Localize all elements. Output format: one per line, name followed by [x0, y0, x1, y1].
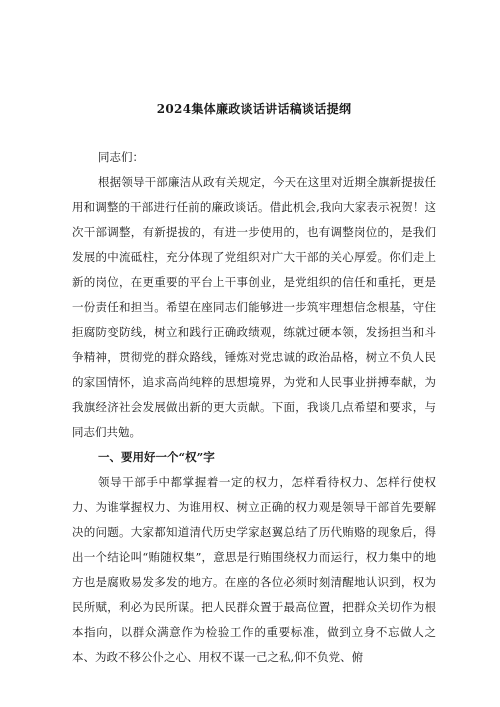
document-title: 2024集体廉政谈话讲话稿谈话提纲	[156, 102, 352, 116]
paragraph-intro: 根据领导干部廉洁从政有关规定，今天在这里对近期全旗新提拔任用和调整的干部进行任前的廉政谈话。借此机会,我向大家表示祝贺！这次干部调整，有新提拔的，有进一步使用的，也有调整岗位的，是我们发展的中流砥柱，充分体现了党组织对广大干部的关心厚爱。你们走上新的岗位，在更重要的平台上干事创业，是党组织的信任和重托，更是一份责任和担当。希望在座同志们能够进一步筑牢理想信念根基，守住拒腐防变防线，树立和践行正确政绩观，练就过硬本领，发扬担当和斗争精神，贯彻党的群众路线，锤炼对党忠诚的政治品格，树立不负人民的家国情怀，追求高尚纯粹的思想境界，为党和人民事业拼搏奉献，为我旗经济社会发展做出新的更大贡献。下面，我谈几点希望和要求，与同志们共勉。	[72, 175, 436, 439]
section-heading-1: 一、要用好一个“权”字	[98, 450, 215, 464]
greeting: 同志们：	[98, 150, 144, 164]
paragraph-power: 领导干部手中都掌握着一定的权力，怎样看待权力、怎样行使权力、为谁掌握权力、为谁用权、树立正确的权力观是领导干部首先要解决的问题。大家都知道清代历史学家赵翼总结了历代贿赂的现象后，得出一个结论叫“贿随权集”，意思是行贿围绕权力而运行，权力集中的地方也是腐败易发多发的地方。在座的各位必须时刻清醒地认识到，权为民所赋，利必为民所谋。把人民群众置于最高位置，把群众关切作为根本指向，以群众满意作为检验工作的重要标准，做到立身不忘做人之本、为政不移公仆之心、用权不谋一己之私,仰不负党、俯	[72, 475, 436, 664]
